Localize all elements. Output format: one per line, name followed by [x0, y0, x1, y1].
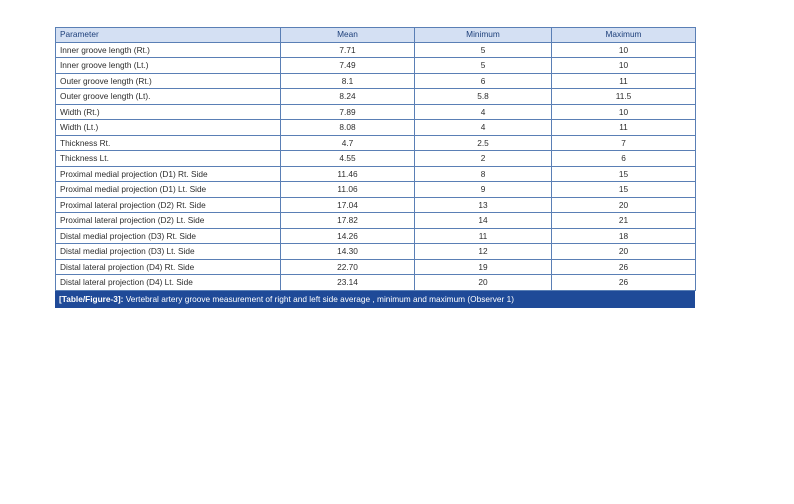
cell-mean: 11.06 — [281, 182, 415, 198]
cell-mean: 14.30 — [281, 244, 415, 260]
cell-parameter: Thickness Lt. — [56, 151, 281, 167]
header-parameter: Parameter — [56, 28, 281, 43]
cell-maximum: 10 — [552, 104, 696, 120]
cell-mean: 8.08 — [281, 120, 415, 136]
table-row — [56, 197, 696, 213]
cell-minimum: 12 — [415, 244, 552, 260]
cell-maximum: 26 — [552, 259, 696, 275]
table-row — [56, 58, 696, 74]
cell-parameter: Proximal medial projection (D1) Lt. Side — [56, 182, 281, 198]
cell-maximum: 21 — [552, 213, 696, 229]
caption-text: Vertebral artery groove measurement of right and left side average , minimum and maximum (Observer 1) — [123, 293, 514, 304]
header-maximum: Maximum — [552, 28, 696, 43]
cell-parameter: Proximal medial projection (D1) Rt. Side — [56, 166, 281, 182]
cell-minimum: 5 — [415, 42, 552, 58]
cell-maximum: 26 — [552, 275, 696, 291]
measurement-table — [55, 27, 696, 291]
cell-minimum: 14 — [415, 213, 552, 229]
caption-label: [Table/Figure-3]: — [59, 293, 124, 304]
cell-mean: 7.49 — [281, 58, 415, 74]
cell-maximum: 15 — [552, 182, 696, 198]
cell-mean: 4.55 — [281, 151, 415, 167]
cell-mean: 8.24 — [281, 89, 415, 105]
cell-parameter: Thickness Rt. — [56, 135, 281, 151]
cell-mean: 7.89 — [281, 104, 415, 120]
table-row — [56, 42, 696, 58]
table-row — [56, 166, 696, 182]
table-row — [56, 73, 696, 89]
cell-mean: 8.1 — [281, 73, 415, 89]
cell-maximum: 20 — [552, 197, 696, 213]
cell-maximum: 11 — [552, 73, 696, 89]
table-body — [56, 42, 696, 290]
cell-parameter: Outer groove length (Rt.) — [56, 73, 281, 89]
cell-maximum: 10 — [552, 58, 696, 74]
table-header-row — [56, 28, 696, 43]
table-caption — [55, 291, 695, 308]
cell-minimum: 4 — [415, 120, 552, 136]
table-row — [56, 228, 696, 244]
cell-parameter: Width (Lt.) — [56, 120, 281, 136]
cell-mean: 14.26 — [281, 228, 415, 244]
table-row — [56, 244, 696, 260]
cell-mean: 23.14 — [281, 275, 415, 291]
cell-parameter: Distal medial projection (D3) Lt. Side — [56, 244, 281, 260]
table-row — [56, 259, 696, 275]
cell-maximum: 11.5 — [552, 89, 696, 105]
table-row — [56, 120, 696, 136]
cell-parameter: Inner groove length (Lt.) — [56, 58, 281, 74]
header-minimum: Minimum — [415, 28, 552, 43]
cell-mean: 11.46 — [281, 166, 415, 182]
cell-minimum: 6 — [415, 73, 552, 89]
cell-parameter: Inner groove length (Rt.) — [56, 42, 281, 58]
cell-mean: 17.82 — [281, 213, 415, 229]
table-row — [56, 135, 696, 151]
cell-parameter: Proximal lateral projection (D2) Rt. Side — [56, 197, 281, 213]
cell-parameter: Width (Rt.) — [56, 104, 281, 120]
table-row — [56, 213, 696, 229]
header-mean: Mean — [281, 28, 415, 43]
table-row — [56, 89, 696, 105]
cell-minimum: 5 — [415, 58, 552, 74]
table-row — [56, 104, 696, 120]
cell-minimum: 4 — [415, 104, 552, 120]
cell-parameter: Outer groove length (Lt). — [56, 89, 281, 105]
cell-mean: 7.71 — [281, 42, 415, 58]
cell-minimum: 9 — [415, 182, 552, 198]
cell-maximum: 20 — [552, 244, 696, 260]
cell-minimum: 13 — [415, 197, 552, 213]
cell-minimum: 5.8 — [415, 89, 552, 105]
cell-parameter: Distal lateral projection (D4) Lt. Side — [56, 275, 281, 291]
cell-maximum: 18 — [552, 228, 696, 244]
cell-parameter: Distal medial projection (D3) Rt. Side — [56, 228, 281, 244]
cell-minimum: 20 — [415, 275, 552, 291]
cell-mean: 17.04 — [281, 197, 415, 213]
table-row — [56, 275, 696, 291]
cell-maximum: 7 — [552, 135, 696, 151]
cell-parameter: Proximal lateral projection (D2) Lt. Side — [56, 213, 281, 229]
cell-minimum: 11 — [415, 228, 552, 244]
cell-maximum: 10 — [552, 42, 696, 58]
cell-minimum: 2 — [415, 151, 552, 167]
measurement-table-container — [55, 27, 695, 308]
table-row — [56, 182, 696, 198]
cell-maximum: 15 — [552, 166, 696, 182]
cell-parameter: Distal lateral projection (D4) Rt. Side — [56, 259, 281, 275]
cell-mean: 22.70 — [281, 259, 415, 275]
cell-maximum: 6 — [552, 151, 696, 167]
cell-minimum: 19 — [415, 259, 552, 275]
table-row — [56, 151, 696, 167]
cell-minimum: 2.5 — [415, 135, 552, 151]
cell-maximum: 11 — [552, 120, 696, 136]
cell-mean: 4.7 — [281, 135, 415, 151]
cell-minimum: 8 — [415, 166, 552, 182]
